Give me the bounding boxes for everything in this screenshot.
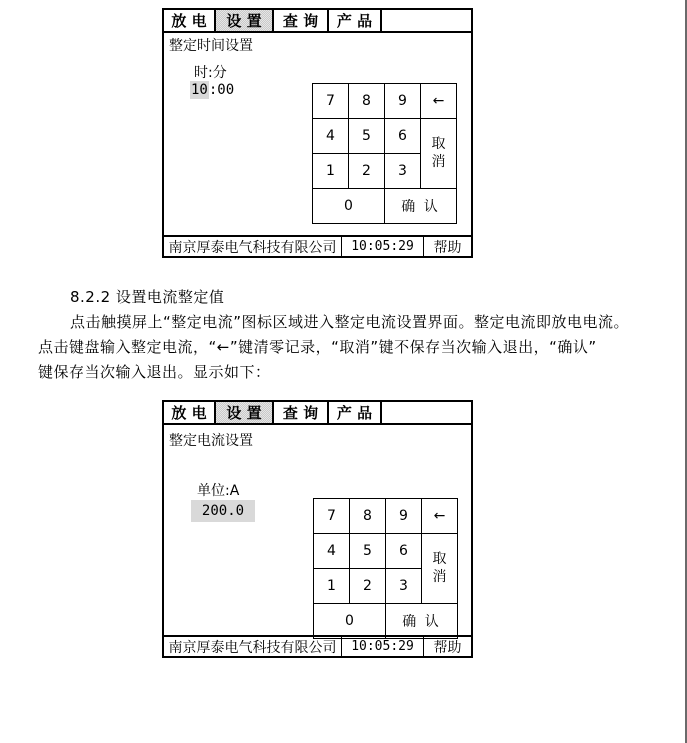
backspace-arrow-icon: ← xyxy=(433,508,446,524)
tab-settings[interactable]: 设 置 xyxy=(216,402,274,423)
key-9[interactable]: 9 xyxy=(386,499,422,534)
key-3[interactable]: 3 xyxy=(386,569,422,604)
key-8[interactable]: 8 xyxy=(350,499,386,534)
key-4[interactable]: 4 xyxy=(313,119,349,154)
clock-display: 10:05:29 xyxy=(342,237,424,256)
time-value-field[interactable] xyxy=(190,82,234,98)
key-backspace[interactable] xyxy=(422,499,458,534)
screen-title: 整定电流设置 xyxy=(169,433,253,449)
tab-product[interactable]: 产 品 xyxy=(329,402,382,423)
current-setting-screen xyxy=(162,400,473,658)
key-2[interactable]: 2 xyxy=(350,569,386,604)
status-bar xyxy=(164,235,471,256)
key-cancel-line2: 消 xyxy=(431,153,446,170)
key-5[interactable]: 5 xyxy=(350,534,386,569)
tab-product[interactable]: 产 品 xyxy=(329,10,382,31)
current-value-field[interactable]: 200.0 xyxy=(191,500,255,522)
key-cancel[interactable] xyxy=(422,534,458,604)
tab-bar xyxy=(164,402,471,425)
numeric-keypad xyxy=(312,83,457,224)
company-name: 南京厚泰电气科技有限公司 xyxy=(164,637,342,656)
key-cancel[interactable] xyxy=(421,119,457,189)
key-6[interactable]: 6 xyxy=(385,119,421,154)
time-setting-screen xyxy=(162,8,473,258)
time-field-label: 时:分 xyxy=(194,65,227,81)
paragraph-line-2: 点击键盘输入整定电流，“←”键清零记录，“取消”键不保存当次输入退出，“确认” xyxy=(38,338,597,356)
tab-settings[interactable]: 设 置 xyxy=(216,10,274,31)
key-7[interactable]: 7 xyxy=(314,499,350,534)
key-6[interactable]: 6 xyxy=(386,534,422,569)
unit-field-label: 单位:A xyxy=(197,483,240,499)
key-backspace[interactable] xyxy=(421,84,457,119)
tab-query[interactable]: 查 询 xyxy=(274,10,329,31)
key-cancel-line1: 取 xyxy=(432,551,447,567)
paragraph-line-1: 点击触摸屏上“整定电流”图标区域进入整定电流设置界面。整定电流即放电电流。 xyxy=(70,313,630,331)
key-0[interactable]: 0 xyxy=(313,189,385,224)
backspace-arrow-icon: ← xyxy=(432,93,445,109)
tab-bar xyxy=(164,10,471,33)
time-value-minutes: :00 xyxy=(208,82,235,98)
tab-discharge[interactable]: 放 电 xyxy=(164,402,216,423)
key-9[interactable]: 9 xyxy=(385,84,421,119)
key-confirm[interactable]: 确 认 xyxy=(385,189,457,224)
key-7[interactable]: 7 xyxy=(313,84,349,119)
key-4[interactable]: 4 xyxy=(314,534,350,569)
key-cancel-line2: 消 xyxy=(432,568,447,585)
key-0[interactable]: 0 xyxy=(314,604,386,639)
key-3[interactable]: 3 xyxy=(385,154,421,189)
help-button[interactable]: 帮助 xyxy=(433,239,462,256)
clock-display: 10:05:29 xyxy=(342,637,424,656)
key-8[interactable]: 8 xyxy=(349,84,385,119)
status-bar xyxy=(164,635,471,656)
tab-bar-filler xyxy=(382,402,471,423)
key-cancel-line1: 取 xyxy=(431,136,446,152)
screen-title: 整定时间设置 xyxy=(169,38,253,54)
company-name: 南京厚泰电气科技有限公司 xyxy=(164,237,342,256)
time-value-hours[interactable]: 10 xyxy=(191,82,208,98)
key-1[interactable]: 1 xyxy=(313,154,349,189)
help-button[interactable]: 帮助 xyxy=(433,639,462,656)
key-2[interactable]: 2 xyxy=(349,154,385,189)
tab-bar-filler xyxy=(382,10,471,31)
key-1[interactable]: 1 xyxy=(314,569,350,604)
key-5[interactable]: 5 xyxy=(349,119,385,154)
tab-query[interactable]: 查 询 xyxy=(274,402,329,423)
numeric-keypad xyxy=(313,498,458,639)
paragraph-line-3: 键保存当次输入退出。显示如下： xyxy=(38,363,271,381)
section-heading: 8.2.2 设置电流整定值 xyxy=(70,288,225,306)
tab-discharge[interactable]: 放 电 xyxy=(164,10,216,31)
key-confirm[interactable]: 确 认 xyxy=(386,604,458,639)
